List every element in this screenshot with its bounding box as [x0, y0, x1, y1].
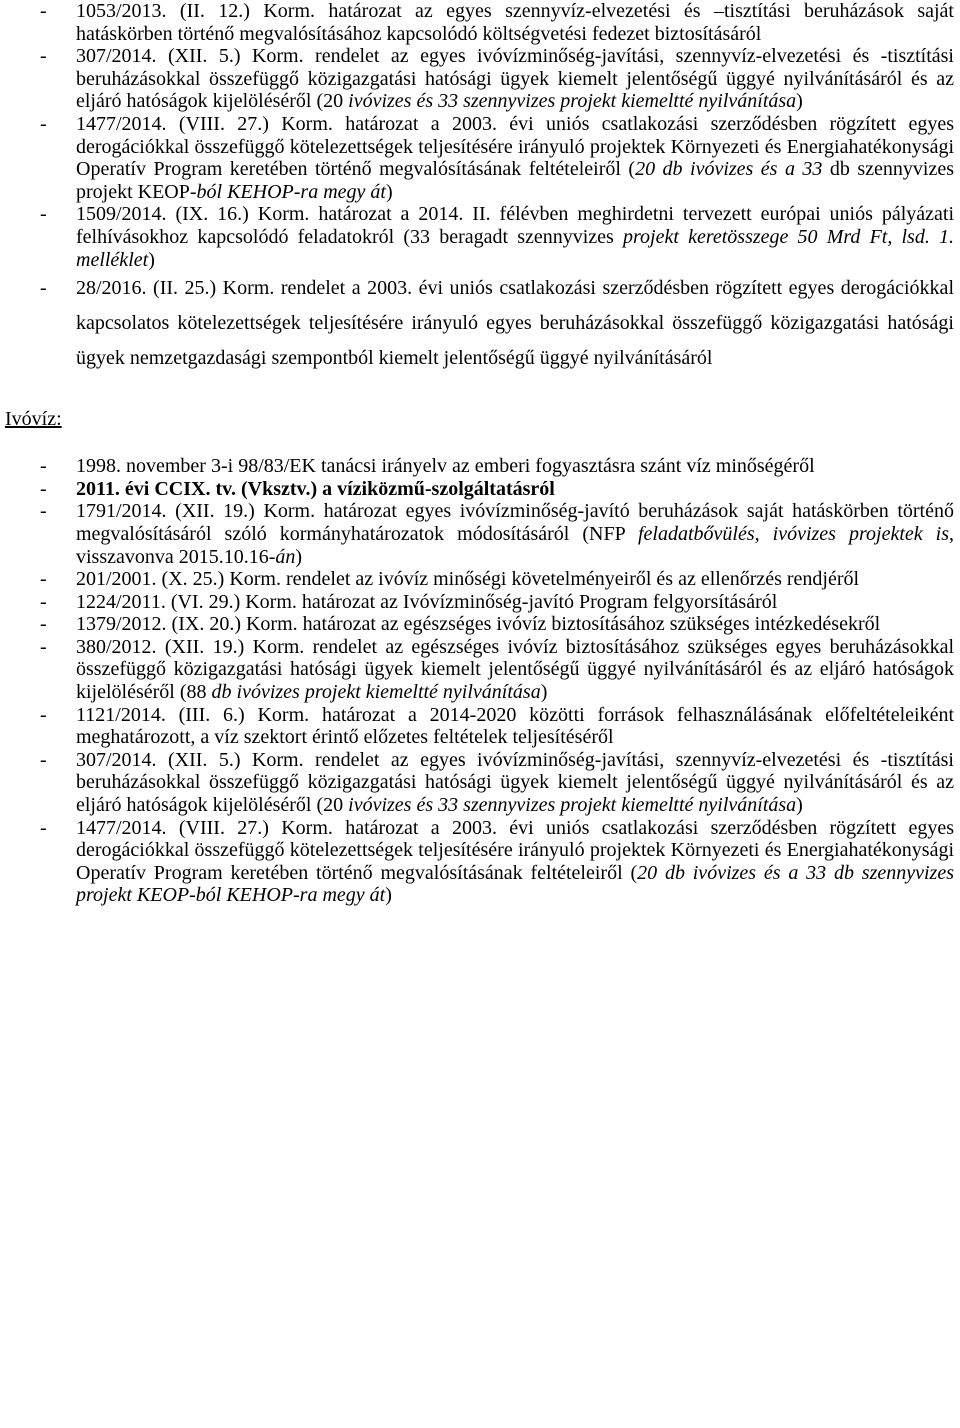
list-bullet: -	[40, 455, 47, 478]
list-item-text: )	[385, 884, 392, 907]
list-item-text: 1224/2011. (VI. 29.) Korm. határozat az Ivóvízminőség-javító Program felgyorsításáról	[76, 590, 778, 613]
list-bullet: -	[40, 613, 47, 636]
list-item-text: 1121/2014. (III. 6.) Korm. határozat a 2014-2020 közötti források felhasználásának előfeltételeiként meghatározott, a víz szektort érintő előzetes feltételek teljesítéséről	[76, 703, 954, 749]
legislation-list-top	[0, 0, 960, 376]
list-item	[0, 613, 960, 636]
section-spacer	[0, 376, 960, 408]
list-item	[0, 591, 960, 614]
list-item-text: ból KEHOP-ra megy át	[196, 180, 386, 203]
list-bullet: -	[40, 112, 47, 135]
list-item	[0, 478, 960, 501]
list-item	[0, 704, 960, 749]
list-item	[0, 271, 960, 376]
list-item	[0, 455, 960, 478]
section-spacer	[0, 431, 960, 455]
list-bullet: -	[40, 477, 47, 500]
list-bullet: -	[40, 635, 47, 658]
list-bullet: -	[40, 500, 47, 523]
list-item-text: 1379/2012. (IX. 20.) Korm. határozat az egészséges ivóvíz biztosításához szükséges intézkedésekről	[76, 613, 881, 636]
list-item	[0, 203, 960, 271]
list-bullet: -	[40, 568, 47, 591]
section-heading-drinking-water: Ivóvíz:	[5, 408, 62, 431]
list-item-text: )	[796, 794, 803, 817]
list-item	[0, 568, 960, 591]
list-item-text: 28/2016. (II. 25.) Korm. rendelet a 2003. évi uniós csatlakozási szerződésben rögzített egyes derogációkkal kapcsolatos kötelezettségek teljesítésére irányuló egyes beruházásokkal összefüggő közigazgatási hatósági ügyek nemzetgazdasági szempontból kiemelt jelentőségű üggyé nyilvánításáról	[76, 277, 954, 370]
list-item-text: 1791/2014. (XII. 19.) Korm. határozat egyes ivóvízminőség-javító beruházások saját hatáskörben történő megvalósításáról szóló kormányhatározatok módosításáról (NFP	[76, 500, 954, 545]
list-item	[0, 45, 960, 113]
list-item-text: 201/2001. (X. 25.) Korm. rendelet az ivóvíz minőségi követelményeiről és az ellenőrzés rendjéről	[76, 568, 860, 591]
list-item-text: 1053/2013. (II. 12.) Korm. határozat az egyes szennyvíz-elvezetési és –tisztítási beruházások saját hatáskörben történő megvalósításához kapcsolódó költségvetési fedezet biztosításáról	[76, 0, 954, 45]
list-item-text: db ivóvizes projekt kiemeltté nyilvánítása	[211, 681, 541, 704]
list-item-text: 380/2012. (XII. 19.) Korm. rendelet az egészséges ivóvíz biztosításához szükséges egyes beruházásokkal összefüggő közigazgatási hatósági ügyek kiemelt jelentőségű üggyé nyilvánításáról és az eljáró hatóságok kijelöléséről (88	[76, 635, 954, 704]
list-item-text: án	[275, 545, 296, 568]
list-bullet: -	[40, 703, 47, 726]
list-item	[0, 500, 960, 568]
list-bullet: -	[40, 816, 47, 839]
list-item-text: )	[796, 90, 803, 113]
list-item-text: 20 db ivóvizes és a 33	[635, 158, 823, 181]
list-item-text: ivóvizes és 33 szennyvizes projekt kiemeltté nyilvánítása	[348, 90, 797, 113]
list-item-text: 20 db ivóvizes és a 33 db szennyvizes projekt KEOP-ból KEHOP-ra megy át	[76, 861, 954, 907]
list-item-text: db szennyvizes projekt KEOP-	[76, 158, 954, 203]
list-item-text: 1477/2014. (VIII. 27.) Korm. határozat a 2003. évi uniós csatlakozási szerződésben rögzített egyes derogációkkal összefüggő kötelezettségek teljesítésére irányuló projektek Környezeti és Energiahatékonysági Operatív Program keretében történő megvalósításának feltételeiről (	[76, 816, 954, 884]
list-bullet: -	[40, 45, 47, 68]
list-item	[0, 817, 960, 907]
list-bullet: -	[40, 748, 47, 771]
list-item-text: )	[148, 248, 155, 271]
list-item-text: feladatbővülés, ivóvizes projektek is	[638, 522, 949, 545]
list-bullet: -	[40, 590, 47, 613]
list-item-text: 307/2014. (XII. 5.) Korm. rendelet az egyes ivóvízminőség-javítási, szennyvíz-elvezetési és -tisztítási beruházásokkal összefüggő közigazgatási hatósági ügyek kiemelt jelentőségű üggyé nyilvánításáról és az eljáró hatóságok kijelöléséről (20	[76, 748, 954, 817]
list-item-text: )	[295, 545, 303, 568]
list-item-text: )	[540, 681, 548, 704]
list-item-text: )	[385, 180, 393, 203]
list-bullet: -	[40, 0, 47, 22]
list-item-text: 307/2014. (XII. 5.) Korm. rendelet az egyes ivóvízminőség-javítási, szennyvíz-elvezetési és -tisztítási beruházásokkal összefüggő közigazgatási hatósági ügyek kiemelt jelentőségű üggyé nyilvánításáról és az eljáró hatóságok kijelöléséről (20	[76, 45, 954, 113]
list-item-text: , visszavonva 2015.10.16-	[76, 522, 954, 568]
list-item	[0, 636, 960, 704]
list-item-text: projekt keretösszege 50 Mrd Ft, lsd. 1. melléklet	[76, 225, 955, 271]
list-item	[0, 113, 960, 203]
list-item	[0, 749, 960, 817]
list-item-text: 1509/2014. (IX. 16.) Korm. határozat a 2014. II. félévben meghirdetni tervezett európai uniós pályázati felhívásokhoz kapcsolódó feladatokról (33 beragadt szennyvizes	[76, 203, 954, 248]
list-item-text: 1998. november 3-i 98/83/EK tanácsi irányelv az emberi fogyasztásra szánt víz minőségéről	[76, 455, 815, 478]
list-bullet: -	[40, 277, 47, 300]
list-item-text: 1477/2014. (VIII. 27.) Korm. határozat a 2003. évi uniós csatlakozási szerződésben rögzített egyes derogációkkal összefüggő kötelezettségek teljesítésére irányuló projektek Környezeti és Energiahatékonysági Operatív Program keretében történő megvalósításának feltételeiről (	[76, 112, 954, 181]
list-item-text: 2011. évi CCIX. tv. (Vksztv.) a víziközmű-szolgáltatásról	[76, 477, 555, 500]
list-item	[0, 0, 960, 45]
list-bullet: -	[40, 203, 47, 226]
legislation-list-drinking-water	[0, 455, 960, 907]
list-item-text: ivóvizes és 33 szennyvizes projekt kiemeltté nyilvánítása	[348, 794, 797, 817]
